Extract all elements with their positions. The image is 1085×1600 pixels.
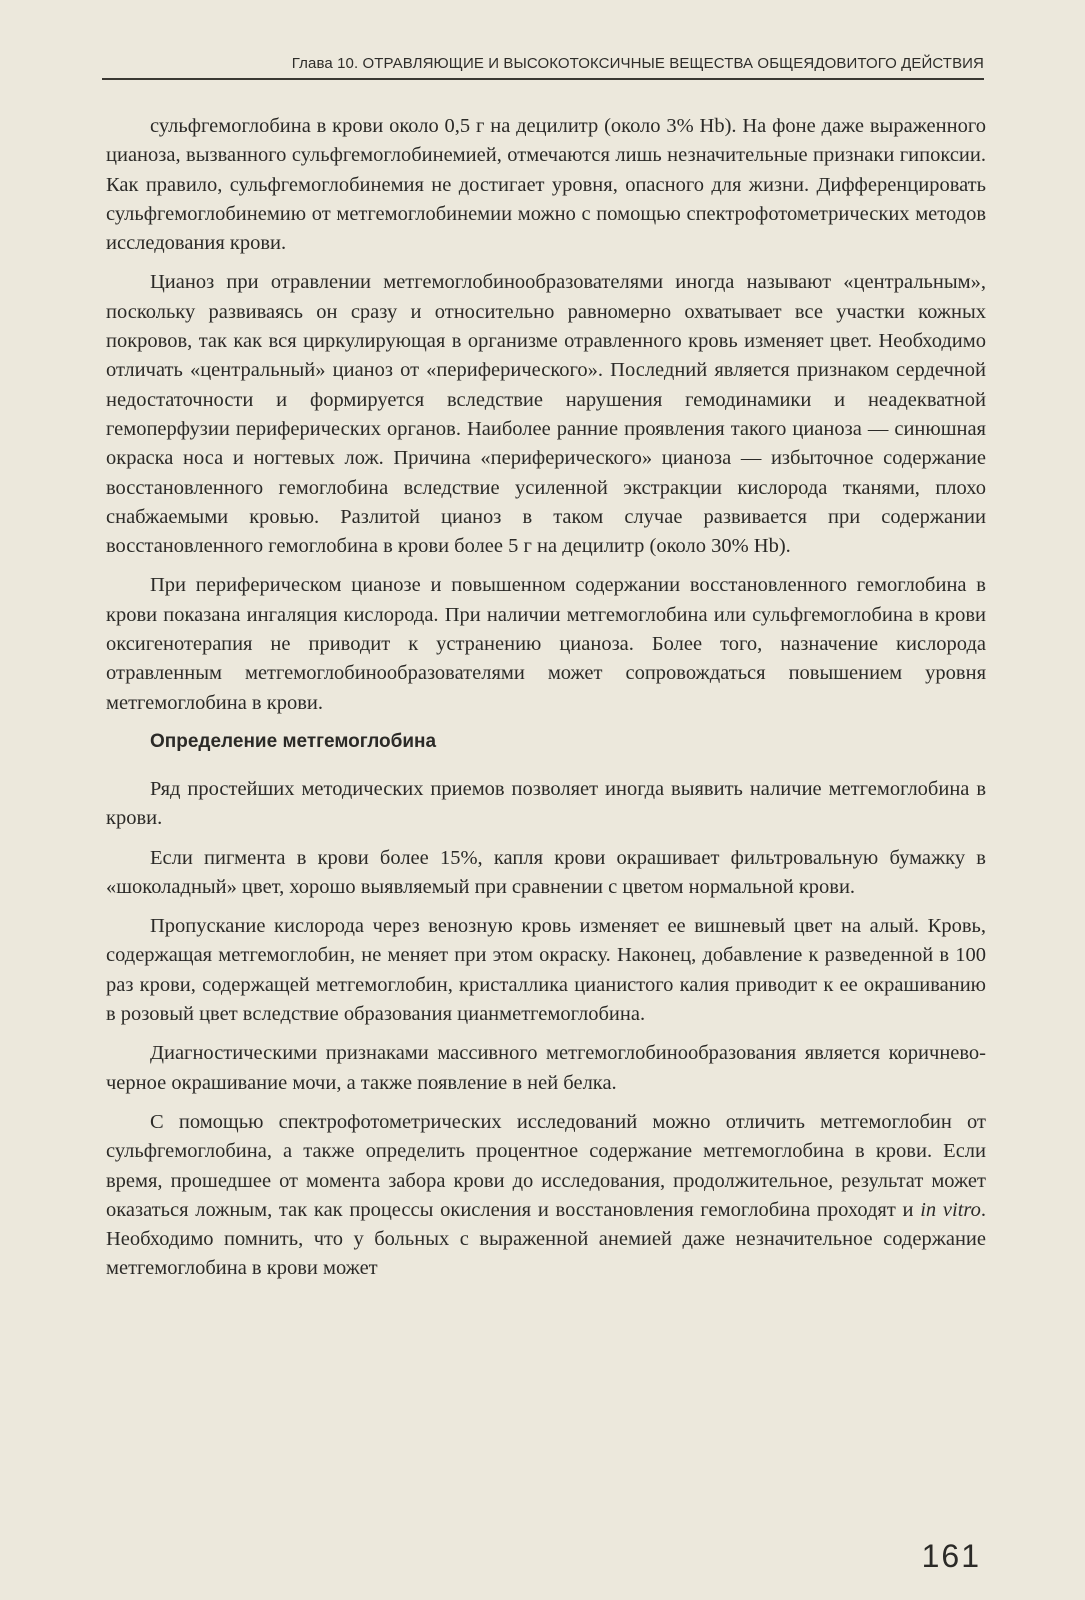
paragraph: Цианоз при отравлении метгемоглобинообразователями иногда называют «центральным», поскольку развиваясь он сразу и относительно равномерно охватывает все участки кожных покровов, так как вся циркулирующая в организме отравленного кровь изменяет цвет. Необходимо отличать «центральный» цианоз от «периферического». Последний является признаком сердечной недостаточности и формируется вследствие нарушения гемодинамики и неадекватной гемоперфузии периферических органов. Наиболее ранние проявления такого цианоза — синюшная окраска носа и ногтевых лож. Причина «периферического» цианоза — избыточное содержание восстановленного гемоглобина вследствие усиленной экстракции кислорода тканями, плохо снабжаемыми кровью. Разлитой цианоз в таком случае развивается при содержании восстановленного гемоглобина в крови более 5 г на децилитр (около 30% Hb). — [106, 271, 986, 558]
paragraph: Если пигмента в крови более 15%, капля крови окрашивает фильтровальную бумажку в «шоколадный» цвет, хорошо выявляемый при сравнении с цветом нормальной крови. — [106, 846, 986, 898]
paragraph-last-italic: in vitro — [920, 1198, 981, 1221]
paragraph-last-text-2: . Необходимо помнить, что у больных с выраженной анемией даже незначительное содержание метгемоглобина в крови может — [106, 1198, 986, 1280]
paragraph: Ряд простейших методических приемов позволяет иногда выявить наличие метгемоглобина в крови. — [106, 777, 986, 830]
paragraph-last-text-1: С помощью спектрофотометрических исследований можно отличить метгемоглобин от сульфгемоглобина, а также определить процентное содержание метгемоглобина в крови. Если время, прошедшее от момента забора крови до исследования, продолжительное, результат может оказаться ложным, так как процессы окисления и восстановления гемоглобина проходят и — [106, 1110, 986, 1221]
running-header-title: Глава 10. ОТРАВЛЯЮЩИЕ И ВЫСОКОТОКСИЧНЫЕ ВЕЩЕСТВА ОБЩЕЯДОВИТОГО ДЕЙСТВИЯ — [291, 55, 984, 72]
paragraph: Диагностическими признаками массивного метгемоглобинообразования является коричнево-черное окрашивание мочи, а также появление в ней белка. — [106, 1042, 986, 1094]
running-header — [102, 54, 984, 80]
section-heading: Определение метгемоглобина — [150, 730, 437, 752]
paragraph: При периферическом цианозе и повышенном содержании восстановленного гемоглобина в крови показана ингаляция кислорода. При наличии метгемоглобина или сульфгемоглобина в крови оксигенотерапия не приводит к устранению цианоза. Более того, назначение кислорода отравленным метгемоглобинообразователями может сопровождаться повышением уровня метгемоглобина в крови. — [106, 574, 986, 714]
paragraph: Пропускание кислорода через венозную кровь изменяет ее вишневый цвет на алый. Кровь, содержащая метгемоглобин, не меняет при этом окраску. Наконец, добавление к разведенной в 100 раз крови, содержащей метгемоглобин, кристаллика цианистого калия приводит к ее окрашиванию в розовый цвет вследствие образования цианметгемоглобина. — [106, 915, 986, 1026]
page-body — [106, 112, 986, 1284]
page-number: 161 — [921, 1538, 981, 1574]
paragraph: сульфгемоглобина в крови около 0,5 г на децилитр (около 3% Hb). На фоне даже выраженного цианоза, вызванного сульфгемоглобинемией, отмечаются лишь незначительные признаки гипоксии. Как правило, сульфгемоглобинемия не достигает уровня, опасного для жизни. Дифференцировать сульфгемоглобинемию от метгемоглобинемии можно с помощью спектрофотометрических методов исследования крови. — [106, 115, 986, 255]
paragraph-last — [106, 1108, 986, 1284]
